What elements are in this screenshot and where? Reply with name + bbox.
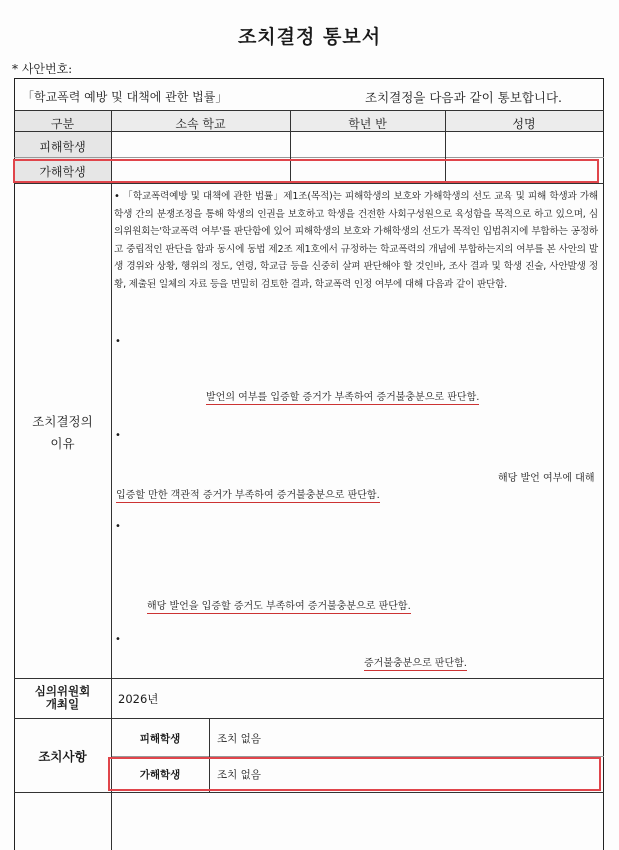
column-header-category: 구분 bbox=[50, 117, 75, 131]
meeting-label bbox=[14, 685, 111, 711]
measure-offender-label: 가해학생 bbox=[139, 769, 181, 781]
column-header-grade-class: 학년 반 bbox=[348, 117, 387, 131]
measure-offender-value: 조치 없음 bbox=[217, 769, 261, 781]
bullet: • bbox=[115, 634, 121, 645]
case-number-label: * 사안번호: bbox=[12, 62, 73, 76]
finding-4: 증거불충분으로 판단함. bbox=[364, 654, 467, 671]
reason-label-line1: 조치결정의 bbox=[32, 414, 93, 429]
row-label-victim: 피해학생 bbox=[39, 140, 86, 154]
law-title: 「학교폭력 예방 및 대책에 관한 법률」 bbox=[22, 90, 228, 104]
measure-victim-label: 피해학생 bbox=[139, 733, 181, 745]
column-header-school: 소속 학교 bbox=[175, 117, 226, 131]
bullet: • bbox=[115, 430, 121, 441]
reason-paragraph bbox=[114, 188, 598, 293]
divider bbox=[14, 157, 604, 158]
meeting-date: 2026년 bbox=[118, 692, 159, 706]
reason-label-line2: 이유 bbox=[50, 436, 75, 451]
divider bbox=[14, 678, 604, 679]
row-label-offender: 가해학생 bbox=[39, 165, 86, 179]
reason-label bbox=[14, 412, 111, 452]
bullet: • bbox=[115, 336, 121, 347]
notice-text: 조치결정을 다음과 같이 통보합니다. bbox=[365, 90, 563, 105]
finding-2: 입증할 만한 객관적 증거가 부족하여 증거불충분으로 판단함. bbox=[116, 486, 380, 503]
divider bbox=[14, 183, 604, 184]
finding-3: 해당 발언을 입증할 증거도 부족하여 증거불충분으로 판단함. bbox=[147, 597, 411, 614]
meeting-label-line1: 심의위원회 bbox=[34, 684, 91, 698]
divider bbox=[14, 110, 604, 111]
meeting-label-line2: 개최일 bbox=[45, 697, 80, 711]
finding-2-prefix: 해당 발언 여부에 대해 bbox=[498, 473, 595, 484]
reason-paragraph-text: 「학교폭력예방 및 대책에 관한 법률」제1조(목적)는 피해학생의 보호와 가해학생의 선도 교육 및 피해 학생과 가해학생 간의 분쟁조정을 통해 학생의 인권을 보호하고 학생을 건전한 사회구성원으로 육성함을 목적으로 하고 있으며, 심의위원회는'학교폭력 여부'를 판단함에 있어 피해학생의 보호와 가해학생의 선도가 목적인 입법취지에 부합하는 공정하고 중립적인 판단을 함과 동시에 동법 제2조 제1호에서 규정하는 학교폭력의 개념에 부합하는지의 여부를 본 사안의 발생 경위와 상황, 행위의 정도, 연령, 학교급 등을 신중히 살펴 판단해야 할 것인바, 조사 결과 및 학생 진술, 사안발생 정황, 제출된 일체의 자료 등을 면밀히 검토한 결과, 학교폭력 인정 여부에 대해 다음과 같이 판단함. bbox=[114, 191, 598, 290]
column-header-name: 성명 bbox=[512, 117, 536, 131]
divider bbox=[14, 792, 604, 793]
offender-row-highlight bbox=[13, 159, 599, 183]
finding-1: 발언의 여부를 입증할 증거가 부족하여 증거불충분으로 판단함. bbox=[206, 388, 479, 405]
offender-measure-highlight bbox=[108, 757, 601, 791]
measures-label: 조치사항 bbox=[38, 749, 87, 764]
divider bbox=[14, 718, 604, 719]
document-title: 조치결정 통보서 bbox=[237, 26, 382, 48]
bullet: • bbox=[115, 521, 121, 532]
bullet: • bbox=[114, 191, 120, 202]
measure-victim-value: 조치 없음 bbox=[217, 733, 261, 745]
